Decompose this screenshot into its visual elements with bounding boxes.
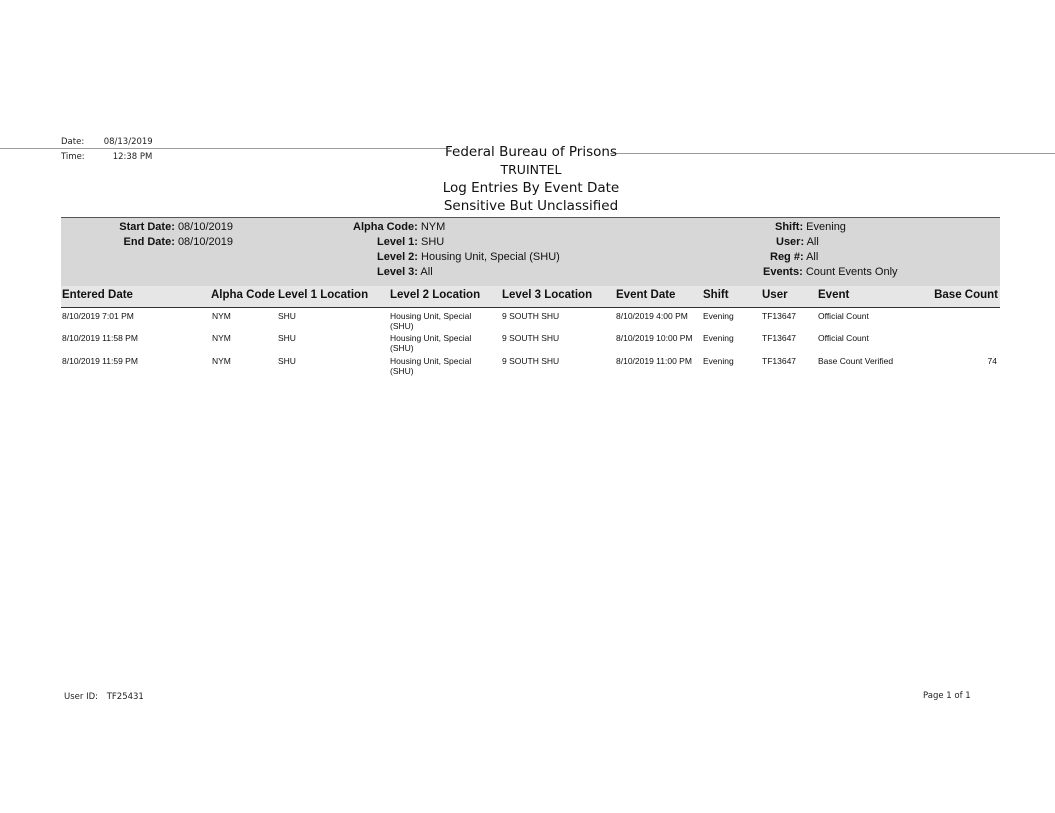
cell-event-date: 8/10/2019 11:00 PM [616,356,692,366]
col-alpha-code: Alpha Code [211,289,275,301]
level-1-label: Level 1: [377,236,418,248]
cell-user: TF13647 [762,311,797,321]
col-shift: Shift [703,289,729,301]
start-date-value: 08/10/2019 [177,221,233,233]
end-date-value: 08/10/2019 [177,236,233,248]
user-filter [776,235,819,250]
level-3 [377,265,433,280]
footer-page-number: Page 1 of 1 [923,691,971,701]
alpha-code-value: NYM [420,221,446,233]
agency-title: Federal Bureau of Prisons [445,144,617,160]
events-filter [763,265,898,280]
cell-shift: Evening [703,333,734,343]
cell-level-3: 9 SOUTH SHU [502,333,560,343]
shift-filter-label: Shift: [775,221,804,233]
report-date-label: Date: [61,137,85,147]
shift-filter [775,220,846,235]
cell-entered-date: 8/10/2019 7:01 PM [62,311,134,321]
cell-level-1: SHU [278,333,296,343]
footer-user-id-label: User ID: [64,692,98,702]
report-titles [400,143,662,215]
cell-level-3: 9 SOUTH SHU [502,311,560,321]
events-filter-value: Count Events Only [805,266,898,278]
alpha-code [353,220,445,235]
system-title: TRUINTEL [500,162,562,177]
user-filter-label: User: [776,236,805,248]
col-base-count: Base Count [934,289,998,301]
scan-line-top [0,148,450,149]
cell-shift: Evening [703,356,734,366]
table-header [61,286,1000,308]
cell-level-2: Housing Unit, Special (SHU) [390,311,472,331]
col-entered-date: Entered Date [62,289,133,301]
cell-alpha-code: NYM [212,311,231,321]
footer-user-id-value: TF25431 [106,692,144,702]
end-date [124,235,233,250]
cell-level-1: SHU [278,311,296,321]
start-date [119,220,233,235]
level-1-value: SHU [421,236,445,248]
alpha-code-label: Alpha Code: [353,221,418,233]
report-time-value: 12:38 PM [112,152,153,162]
table-row [61,333,1000,355]
cell-level-3: 9 SOUTH SHU [502,356,560,366]
reg-filter [770,250,818,265]
report-date-value: 08/13/2019 [103,137,153,147]
reg-filter-value: All [806,251,819,263]
classification-title: Sensitive But Unclassified [443,198,619,214]
scan-line-top-right [610,153,1055,154]
cell-event-date: 8/10/2019 10:00 PM [616,333,693,343]
col-event: Event [818,289,850,301]
col-event-date: Event Date [616,289,676,301]
level-3-label: Level 3: [377,266,418,278]
events-filter-label: Events: [763,266,803,278]
report-title: Log Entries By Event Date [442,180,620,196]
cell-alpha-code: NYM [212,333,231,343]
col-level-3: Level 3 Location [502,289,593,301]
report-date [61,137,153,147]
cell-alpha-code: NYM [212,356,231,366]
cell-level-2: Housing Unit, Special (SHU) [390,333,472,353]
level-3-value: All [420,266,433,278]
user-filter-value: All [806,236,819,248]
footer-user-id [64,692,144,702]
cell-event-date: 8/10/2019 4:00 PM [616,311,688,321]
level-1 [377,235,444,250]
report-time-label: Time: [61,152,85,162]
col-level-2: Level 2 Location [390,289,481,301]
cell-event: Official Count [818,311,869,321]
shift-filter-value: Evening [806,221,846,233]
table-row [61,311,1000,333]
cell-level-2: Housing Unit, Special (SHU) [390,356,472,376]
level-2 [377,250,560,265]
col-level-1: Level 1 Location [278,289,369,301]
col-user: User [762,289,788,301]
cell-base-count: 74 [987,356,997,366]
table-row [61,356,1000,378]
cell-level-1: SHU [278,356,296,366]
cell-entered-date: 8/10/2019 11:59 PM [62,356,138,366]
cell-user: TF13647 [762,333,797,343]
cell-entered-date: 8/10/2019 11:58 PM [62,333,138,343]
level-2-label: Level 2: [377,251,418,263]
level-2-value: Housing Unit, Special (SHU) [421,251,560,263]
reg-filter-label: Reg #: [770,251,804,263]
start-date-label: Start Date: [119,221,175,233]
cell-event: Base Count Verified [818,356,894,366]
cell-event: Official Count [818,333,869,343]
report-time [61,152,152,162]
report-criteria [61,217,1000,287]
cell-user: TF13647 [762,356,797,366]
end-date-label: End Date: [123,236,175,248]
cell-shift: Evening [703,311,734,321]
